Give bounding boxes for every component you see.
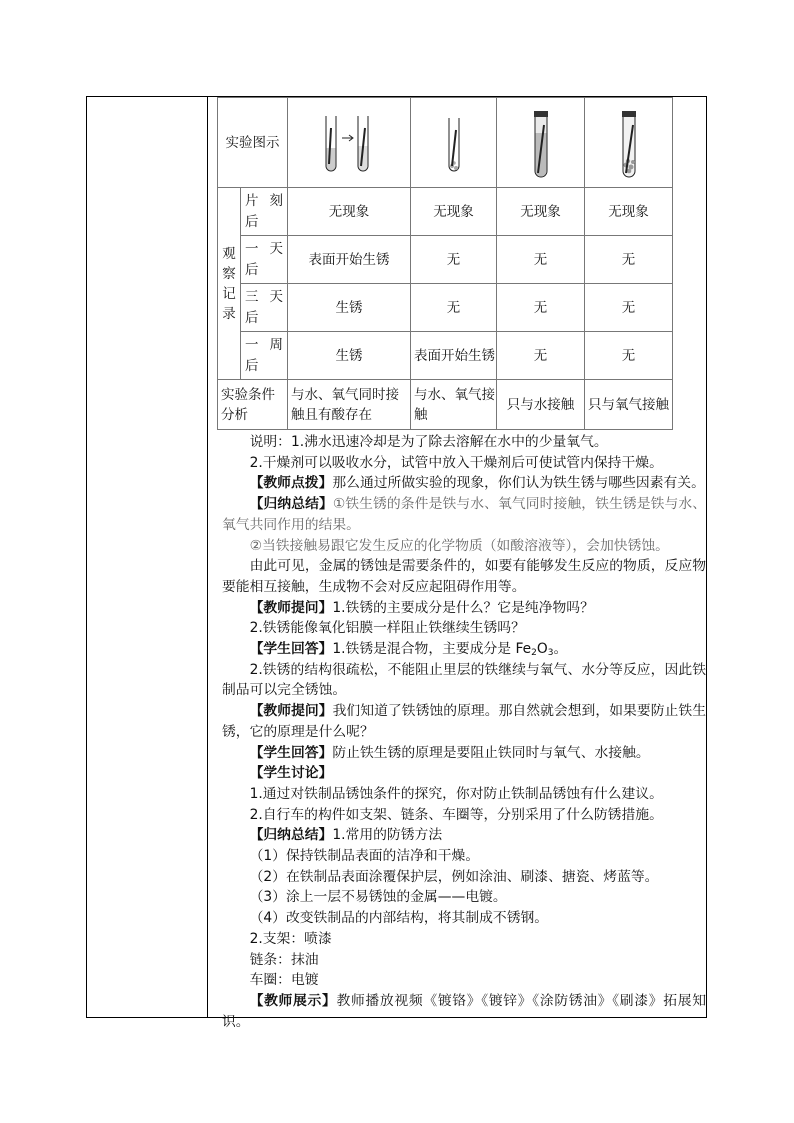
time-label: 片刻后: [241, 188, 288, 236]
test-tube-icon: [521, 103, 561, 183]
conclusion: 由此可见，金属的锈蚀是需要条件的，如要有能够发生反应的物质，反应物要能相互接触，生成物不会对反应起阻碍作用等。: [222, 558, 706, 595]
figure-label: 实验图示: [218, 98, 288, 188]
tag-summary: 【归纳总结】: [249, 827, 333, 844]
record-cell: 无: [497, 284, 585, 332]
student-answer-3: 【学生回答】防止铁生锈的原理是要阻止铁同时与氧气、水接触。: [249, 744, 650, 761]
summary-2: ②当铁接触易跟它发生反应的化学物质（如酸溶液等），会加快锈蚀。: [249, 537, 669, 554]
record-cell: 生锈: [288, 284, 411, 332]
test-tube-icon: [434, 108, 474, 178]
summary-methods: 【归纳总结】1.常用的防锈方法: [249, 827, 443, 844]
summary-1: 【归纳总结】①铁生锈的条件是铁与水、氧气同时接触，铁生锈是铁与水、氧气共同作用的结果。: [222, 496, 707, 533]
record-cell: 无现象: [497, 188, 585, 236]
tag-teacher-question: 【教师提问】: [249, 703, 333, 720]
record-cell: 无: [411, 236, 497, 284]
method-2: （2）在铁制品表面涂覆保护层，例如涂油、刷漆、搪瓷、烤蓝等。: [249, 868, 659, 885]
tag-teacher-tip: 【教师点拨】: [249, 475, 333, 492]
record-cell: 无: [585, 284, 673, 332]
student-answer-1: 【学生回答】1.铁锈是混合物，主要成分是 $Fe_2O_3$。: [249, 641, 568, 659]
record-cell: 无现象: [288, 188, 411, 236]
tag-student-answer: 【学生回答】: [249, 744, 333, 761]
tube-figure-4: [585, 98, 673, 188]
analysis-cell: 只与氧气接触: [585, 380, 673, 430]
discussion-1: 1.通过对铁制品锈蚀条件的探究，你对防止铁制品锈蚀有什么建议。: [249, 785, 663, 802]
teacher-question-3: 【教师提问】我们知道了铁锈蚀的原理。那自然就会想到，如果要防止铁生锈，它的原理是什么呢？: [222, 703, 707, 740]
tag-teacher-show: 【教师展示】: [249, 992, 337, 1009]
bike-frame: 2.支架：喷漆: [249, 930, 332, 947]
record-cell: 无: [497, 332, 585, 380]
teacher-show: 【教师展示】教师播放视频《镀铬》《镀锌》《涂防锈油》《刷漆》拓展知识。: [222, 992, 706, 1030]
note-1: 说明：1.沸水迅速冷却是为了除去溶解在水中的少量氧气。: [249, 434, 608, 450]
lesson-text: [222, 432, 706, 1032]
note-2: 2.干燥剂可以吸收水分，试管中放入干燥剂后可使试管内保持干燥。: [249, 454, 663, 471]
record-cell: 无: [411, 284, 497, 332]
record-cell: 无现象: [585, 188, 673, 236]
teacher-tip: 【教师点拨】那么通过所做实验的现象，你们认为铁生锈与哪些因素有关。: [249, 475, 705, 492]
observe-label: 观察记录: [222, 245, 236, 322]
teacher-question-1: 【教师提问】1.铁锈的主要成分是什么？它是纯净物吗？: [249, 599, 594, 616]
tube-figure-1: [288, 98, 411, 188]
analysis-cell: 与水、氧气接触: [411, 380, 497, 430]
tag-summary: 【归纳总结】: [249, 496, 333, 513]
observe-label-cell: [218, 188, 241, 380]
discussion-heading: [222, 763, 706, 784]
analysis-label: 实验条件分析: [218, 380, 288, 430]
record-cell: 无: [585, 236, 673, 284]
time-label: 三天后: [241, 284, 288, 332]
column-divider: [207, 96, 208, 1018]
record-cell: 表面开始生锈: [411, 332, 497, 380]
bike-chain: 链条：抹油: [249, 951, 319, 968]
tag-student-answer: 【学生回答】: [249, 641, 333, 658]
test-tube-icon: [609, 103, 649, 183]
time-label: 一周后: [241, 332, 288, 380]
record-cell: 无: [497, 236, 585, 284]
experiment-table: [217, 97, 673, 430]
bike-rim: 车圈：电镀: [249, 972, 319, 989]
method-1: （1）保持铁制品表面的洁净和干燥。: [249, 848, 480, 865]
tube-figure-3: [497, 98, 585, 188]
method-3: （3）涂上一层不易锈蚀的金属——电镀。: [249, 889, 507, 906]
analysis-cell: 只与水接触: [497, 380, 585, 430]
time-label: 一天后: [241, 236, 288, 284]
discussion-2: 2.自行车的构件如支架、链条、车圈等，分别采用了什么防锈措施。: [249, 806, 663, 823]
record-cell: 无: [585, 332, 673, 380]
analysis-cell: 与水、氧气同时接触且有酸存在: [288, 380, 411, 430]
test-tube-icon: [314, 108, 384, 178]
tag-teacher-question: 【教师提问】: [249, 599, 333, 616]
record-cell: 无现象: [411, 188, 497, 236]
teacher-question-2: 2.铁锈能像氧化铝膜一样阻止铁继续生锈吗？: [249, 620, 525, 637]
method-4: （4）改变铁制品的内部结构，将其制成不锈钢。: [249, 910, 549, 927]
record-cell: 生锈: [288, 332, 411, 380]
tag-discussion: 【学生讨论】: [249, 765, 333, 782]
record-cell: 表面开始生锈: [288, 236, 411, 284]
student-answer-2: 2.铁锈的结构很疏松，不能阻止里层的铁继续与氧气、水分等反应，因此铁制品可以完全锈蚀。: [222, 661, 706, 699]
tube-figure-2: [411, 98, 497, 188]
